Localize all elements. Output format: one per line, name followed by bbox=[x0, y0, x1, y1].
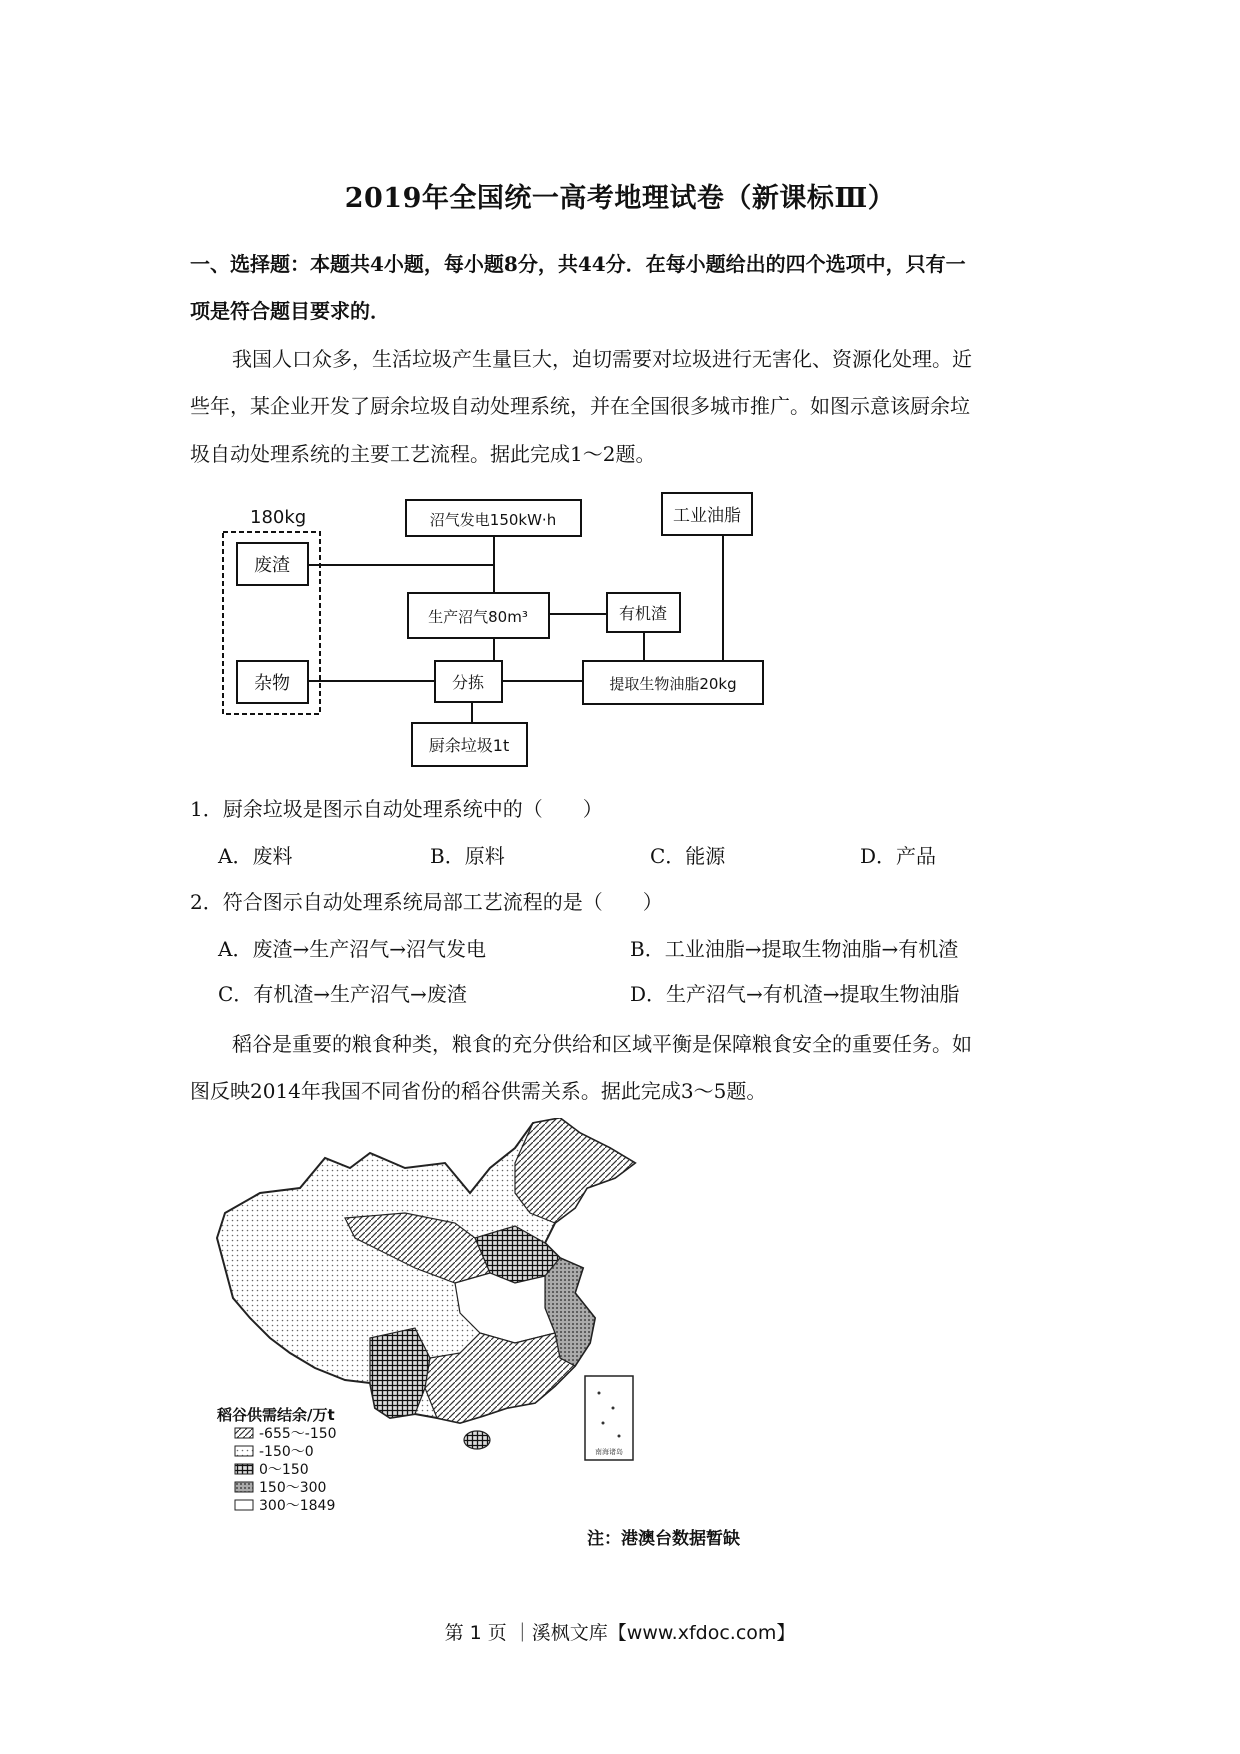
q1-option-d: D．产品 bbox=[860, 844, 937, 868]
q1-option-c: C．能源 bbox=[650, 844, 726, 868]
passage2-line-2: 图反映2014年我国不同省份的稻谷供需关系。据此完成3～5题。 bbox=[190, 1079, 767, 1103]
passage2-line-1: 稻谷是重要的粮食种类，粮食的充分供给和区域平衡是保障粮食安全的重要任务。如 bbox=[232, 1032, 972, 1056]
industrial-grease-label: 工业油脂 bbox=[673, 506, 741, 526]
page-footer: 第 1 页 ｜溪枫文库【www.xfdoc.com】 bbox=[444, 1622, 796, 1644]
q1-stem: 1．厨余垃圾是图示自动处理系统中的（ ） bbox=[190, 797, 603, 821]
legend-item-1: -655～-150 bbox=[259, 1426, 337, 1442]
legend-swatch-3 bbox=[235, 1464, 253, 1474]
legend-swatch-1 bbox=[235, 1428, 253, 1438]
legend-swatch-4 bbox=[235, 1482, 253, 1492]
q2-option-c: C．有机渣→生产沼气→废渣 bbox=[218, 982, 467, 1006]
group-weight-label: 180kg bbox=[250, 507, 307, 528]
section-header-line-1: 一、选择题：本题共4小题，每小题8分，共44分．在每小题给出的四个选项中，只有一 bbox=[190, 252, 966, 276]
legend-swatch-2 bbox=[235, 1446, 253, 1456]
map-legend-title: 稻谷供需结余/万t bbox=[217, 1406, 335, 1424]
extract-grease-label: 提取生物油脂20kg bbox=[609, 675, 737, 693]
passage1-line-3: 圾自动处理系统的主要工艺流程。据此完成1～2题。 bbox=[190, 442, 656, 466]
passage1-line-1: 我国人口众多，生活垃圾产生量巨大，迫切需要对垃圾进行无害化、资源化处理。近 bbox=[232, 347, 972, 371]
flowchart-figure bbox=[215, 486, 775, 776]
legend-item-4: 150～300 bbox=[259, 1480, 327, 1496]
rice-supply-map-svg bbox=[215, 1118, 795, 1558]
legend-item-3: 0～150 bbox=[259, 1462, 309, 1478]
kitchen-waste-label: 厨余垃圾1t bbox=[428, 736, 510, 755]
rice-supply-map-figure bbox=[215, 1118, 795, 1558]
sorting-label: 分拣 bbox=[451, 673, 485, 692]
q2-option-d: D．生产沼气→有机渣→提取生物油脂 bbox=[630, 982, 960, 1006]
section-header-line-2: 项是符合题目要求的． bbox=[190, 299, 390, 323]
passage1-line-2: 些年，某企业开发了厨余垃圾自动处理系统，并在全国很多城市推广。如图示意该厨余垃 bbox=[190, 394, 970, 418]
map-note: 注：港澳台数据暂缺 bbox=[587, 1529, 740, 1549]
region-northeast bbox=[515, 1118, 635, 1223]
q1-option-a: A．废料 bbox=[218, 844, 293, 868]
legend-item-5: 300～1849 bbox=[259, 1498, 336, 1514]
q2-stem: 2．符合图示自动处理系统局部工艺流程的是（ ） bbox=[190, 890, 663, 914]
inset-label: 南海诸岛 bbox=[595, 1448, 623, 1456]
produce-biogas-label: 生产沼气80m³ bbox=[428, 608, 528, 626]
page-title: 2019年全国统一高考地理试卷（新课标Ⅲ） bbox=[344, 183, 896, 214]
legend-item-2: -150～0 bbox=[259, 1444, 314, 1460]
hainan-island bbox=[464, 1431, 490, 1449]
q1-option-b: B．原料 bbox=[430, 844, 505, 868]
organic-residue-label: 有机渣 bbox=[618, 604, 668, 623]
legend-swatch-5 bbox=[235, 1500, 253, 1510]
q2-option-b: B．工业油脂→提取生物油脂→有机渣 bbox=[630, 937, 959, 961]
q2-option-a: A．废渣→生产沼气→沼气发电 bbox=[218, 937, 486, 961]
biogas-power-label: 沼气发电150kW·h bbox=[429, 511, 557, 529]
waste-residue-label: 废渣 bbox=[254, 555, 290, 576]
flowchart-svg bbox=[215, 486, 775, 776]
sundries-label: 杂物 bbox=[254, 673, 290, 694]
